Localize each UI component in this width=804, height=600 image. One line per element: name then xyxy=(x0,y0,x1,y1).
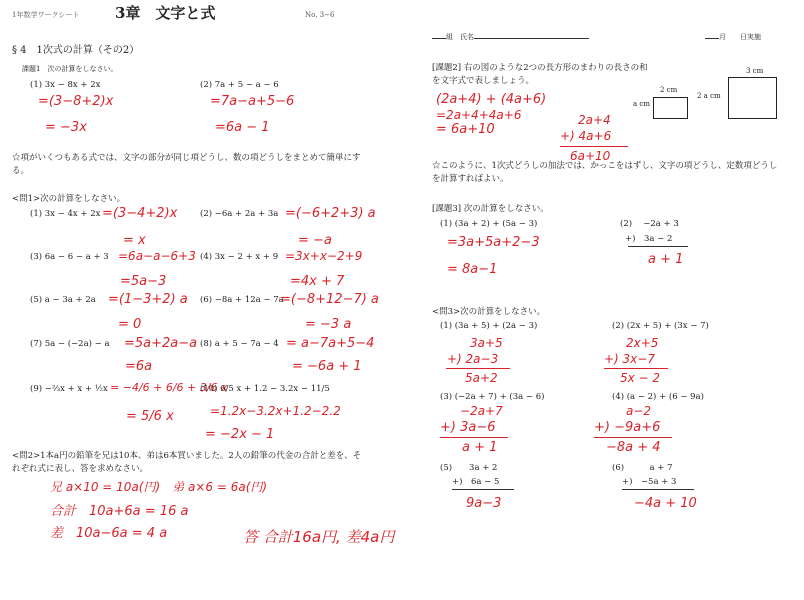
fig-label: 2 a cm xyxy=(697,92,721,100)
q1-problem: (8) a + 5 − 7a − 4 xyxy=(200,339,279,349)
answer-line: (2a+4) + (4a+6) xyxy=(436,92,547,107)
q3-problem: (5) 3a + 2 xyxy=(440,463,498,473)
task1-problem-1: (1) 3x − 8x + 2x xyxy=(30,80,101,90)
sheet-number: No. 3−6 xyxy=(305,11,335,19)
task1-problem-2: (2) 7a + 5 − a − 6 xyxy=(200,80,279,90)
answer-line: = −2x − 1 xyxy=(205,427,275,442)
answer-line: = −a xyxy=(298,233,332,248)
chapter-title: 3章 文字と式 xyxy=(115,4,216,22)
answer-line: a + 1 xyxy=(648,252,684,267)
answer-line: =4x + 7 xyxy=(290,274,345,289)
answer-line: 2a+4 xyxy=(578,113,611,127)
answer-line: = −3x xyxy=(45,120,87,135)
q2-title: <問2>1本a円の鉛筆を兄は10本、弟は6本買いました。2人の鉛筆の代金の合計と差を、それぞれ式に表し、答を求めなさい。 xyxy=(12,451,362,474)
answer-line: 3a+5 xyxy=(470,336,503,350)
answer-line: = 5/6 x xyxy=(126,409,174,424)
answer-line: = 0 xyxy=(118,317,142,332)
answer-line: =(−6+2+3) a xyxy=(285,206,376,221)
q3-problem: +) 6a − 5 xyxy=(452,477,500,487)
task2-title: [課題2] 右の図のような2つの長方形のまわりの長さの和を文字式で表しましょう。 xyxy=(432,63,648,86)
q3-problem: (6) a + 7 xyxy=(612,463,673,473)
answer-line: =6a xyxy=(125,359,153,374)
answer-line: =(3−4+2)x xyxy=(102,206,178,221)
answer-line: +) −9a+6 xyxy=(594,420,661,435)
fig-label: a cm xyxy=(633,100,650,108)
task3-title: [課題3] 次の計算をしなさい。 xyxy=(432,204,549,214)
answer-line: 2x+5 xyxy=(626,336,659,350)
worksheet-label: 1年数学ワークシート xyxy=(12,11,80,19)
answer-line: +) 3x−7 xyxy=(604,352,655,366)
answer-line: =(−8+12−7) a xyxy=(280,292,379,307)
answer-line: = −6a + 1 xyxy=(292,359,362,374)
answer-line: = a−7a+5−4 xyxy=(286,336,375,351)
task3-problem: +) 3a − 2 xyxy=(625,234,673,244)
answer-line: 6a+10 xyxy=(570,149,611,163)
date-field: 月 日実施 xyxy=(705,34,761,41)
task3-problem: (1) (3a + 2) + (5a − 3) xyxy=(440,219,538,229)
task1-title: 課題1 次の計算をしなさい。 xyxy=(22,65,118,73)
answer-line: = 6a+10 xyxy=(436,122,495,137)
answer-line: = 8a−1 xyxy=(447,262,498,277)
fig-label: 2 cm xyxy=(660,86,678,94)
answer-line: +) 2a−3 xyxy=(447,352,499,366)
name-field: 組 氏名 xyxy=(432,34,589,41)
answer-line: =1.2x−3.2x+1.2−2.2 xyxy=(210,404,341,418)
answer-line: =7a−a+5−6 xyxy=(210,94,295,109)
q3-problem: (2) (2x + 5) + (3x − 7) xyxy=(612,321,709,331)
answer-line: =3x+x−2+9 xyxy=(285,249,363,263)
fig-label: 3 cm xyxy=(746,67,764,75)
rectangle-small xyxy=(653,97,688,119)
answer-line: =5a−3 xyxy=(120,274,167,289)
q1-problem: (10) 6/5 x + 1.2 − 3.2x − 11/5 xyxy=(200,384,330,394)
q1-problem: (3) 6a − 6 − a + 3 xyxy=(30,252,109,262)
answer-line: = x xyxy=(123,233,146,248)
answer-line: 5a+2 xyxy=(465,371,498,385)
section-title: § 4 1次式の計算（その2） xyxy=(12,45,140,56)
q3-problem: (1) (3a + 5) + (2a − 3) xyxy=(440,321,538,331)
answer-line: =(1−3+2) a xyxy=(108,292,188,307)
answer-line: +) 4a+6 xyxy=(560,129,612,143)
q3-title: <問3>次の計算をしなさい。 xyxy=(432,307,546,317)
rectangle-large xyxy=(728,77,777,119)
answer-line: =3a+5a+2−3 xyxy=(447,235,540,250)
note-text: ☆このように、1次式どうしの加法では、かっこをはずし、文字の項どうし、定数項どうしを計算すればよい。 xyxy=(432,161,778,184)
q1-problem: (7) 5a − (−2a) − a xyxy=(30,339,110,349)
q3-problem: +) −5a + 3 xyxy=(622,477,677,487)
q1-problem: (6) −8a + 12a − 7a xyxy=(200,295,284,305)
answer-line: a + 1 xyxy=(462,440,498,455)
answer-line: a−2 xyxy=(626,404,652,418)
answer-line: −4a + 10 xyxy=(634,496,697,511)
q1-problem: (1) 3x − 4x + 2x xyxy=(30,209,101,219)
answer-line: −8a + 4 xyxy=(606,440,661,455)
q3-problem: (3) (−2a + 7) + (3a − 6) xyxy=(440,392,545,402)
answer-line: =5a+2a−a xyxy=(124,336,198,351)
answer-line: −2a+7 xyxy=(460,404,503,418)
answer-line: 5x − 2 xyxy=(620,371,661,385)
answer-line: =2a+4+4a+6 xyxy=(436,108,522,122)
answer-line: 差 10a−6a = 4 a xyxy=(50,526,168,541)
answer-line: 合計 10a+6a = 16 a xyxy=(50,504,189,519)
q1-problem: (5) a − 3a + 2a xyxy=(30,295,96,305)
answer-line: = −4/6 + 6/6 + 3/6 x xyxy=(110,381,228,394)
answer-line: =6a−a−6+3 xyxy=(118,249,196,263)
task3-problem: (2) −2a + 3 xyxy=(620,219,679,229)
q2-final-answer: 答 合計16a円, 差4a円 xyxy=(243,528,395,546)
q1-problem: (9) −⅔x + x + ½x xyxy=(30,384,108,394)
q1-problem: (2) −6a + 2a + 3a xyxy=(200,209,279,219)
answer-line: 兄 a×10 = 10a(円) 弟 a×6 = 6a(円) xyxy=(50,480,268,494)
q1-title: <問1>次の計算をしなさい。 xyxy=(12,194,126,204)
answer-line: +) 3a−6 xyxy=(440,420,496,435)
answer-line: = −3 a xyxy=(305,317,352,332)
answer-line: 9a−3 xyxy=(466,496,502,511)
q3-problem: (4) (a − 2) + (6 − 9a) xyxy=(612,392,704,402)
note-text: ☆項がいくつもある式では、文字の部分が同じ項どうし、数の項どうしをまとめて簡単にする。 xyxy=(12,153,361,176)
q1-problem: (4) 3x − 2 + x + 9 xyxy=(200,252,279,262)
answer-line: =6a − 1 xyxy=(215,120,270,135)
answer-line: =(3−8+2)x xyxy=(38,94,114,109)
